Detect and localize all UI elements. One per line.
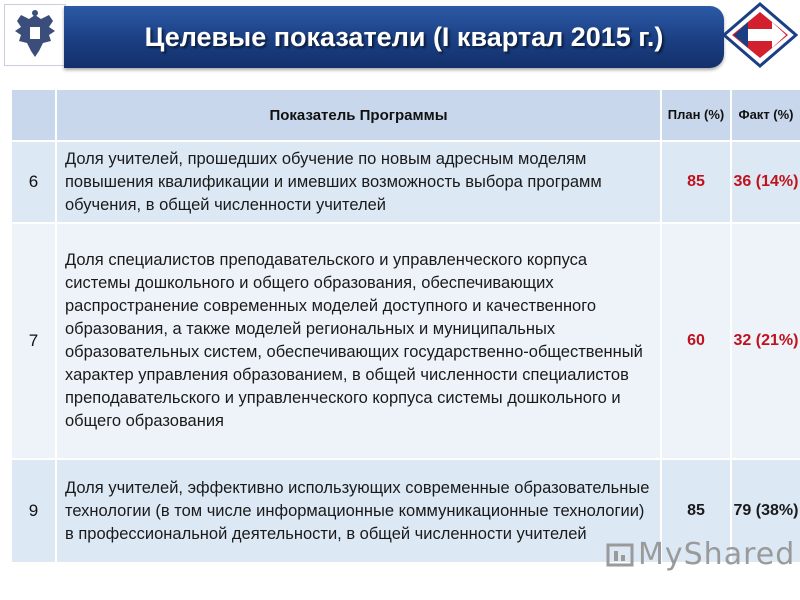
table-row: [11, 141, 800, 223]
page-title: Целевые показатели (I квартал 2015 г.): [144, 21, 664, 52]
slide-header: [0, 0, 800, 72]
header-fact: Факт (%): [731, 89, 800, 141]
fact-value: 36 (14%): [731, 141, 800, 223]
indicator-text: Доля учителей, прошедших обучение по новым адресным моделям повышения квалификации и имевших возможность выбора программ обучения, в общей численности учителей: [56, 141, 661, 223]
header-num-cell: [11, 89, 56, 141]
row-number: 7: [11, 223, 56, 459]
header-indicator: Показатель Программы: [56, 89, 661, 141]
row-number: 6: [11, 141, 56, 223]
ministry-logo-icon: [722, 2, 798, 68]
table-row: [11, 459, 800, 563]
title-banner: [64, 6, 724, 68]
plan-value: 85: [661, 141, 731, 223]
indicator-text: Доля специалистов преподавательского и управленческого корпуса системы дошкольного и общего образования, обеспечивающих распространение современных моделей доступного и качественного образования, а также моделей региональных и муниципальных образовательных систем, обеспечивающих государственно-общественный характер управления образованием, в общей численности специалистов преподавательского и управленческого корпуса системы дошкольного и общего образования: [56, 223, 661, 459]
fact-value: 79 (38%): [731, 459, 800, 563]
indicator-text: Доля учителей, эффективно использующих современные образовательные технологии (в том числе информационные коммуникационные технологии) в профессиональной деятельности, в общей численности учителей: [56, 459, 661, 563]
table-row: [11, 223, 800, 459]
ministry-logo: [722, 2, 798, 68]
program-indicators-table: [10, 88, 800, 564]
table-header-row: [11, 89, 800, 141]
header-plan: План (%): [661, 89, 731, 141]
fact-value: 32 (21%): [731, 223, 800, 459]
coat-of-arms-emblem: [4, 4, 66, 66]
plan-value: 85: [661, 459, 731, 563]
row-number: 9: [11, 459, 56, 563]
plan-value: 60: [661, 223, 731, 459]
watermark-text: MyShared: [638, 537, 796, 572]
double-headed-eagle-icon: [5, 5, 65, 65]
